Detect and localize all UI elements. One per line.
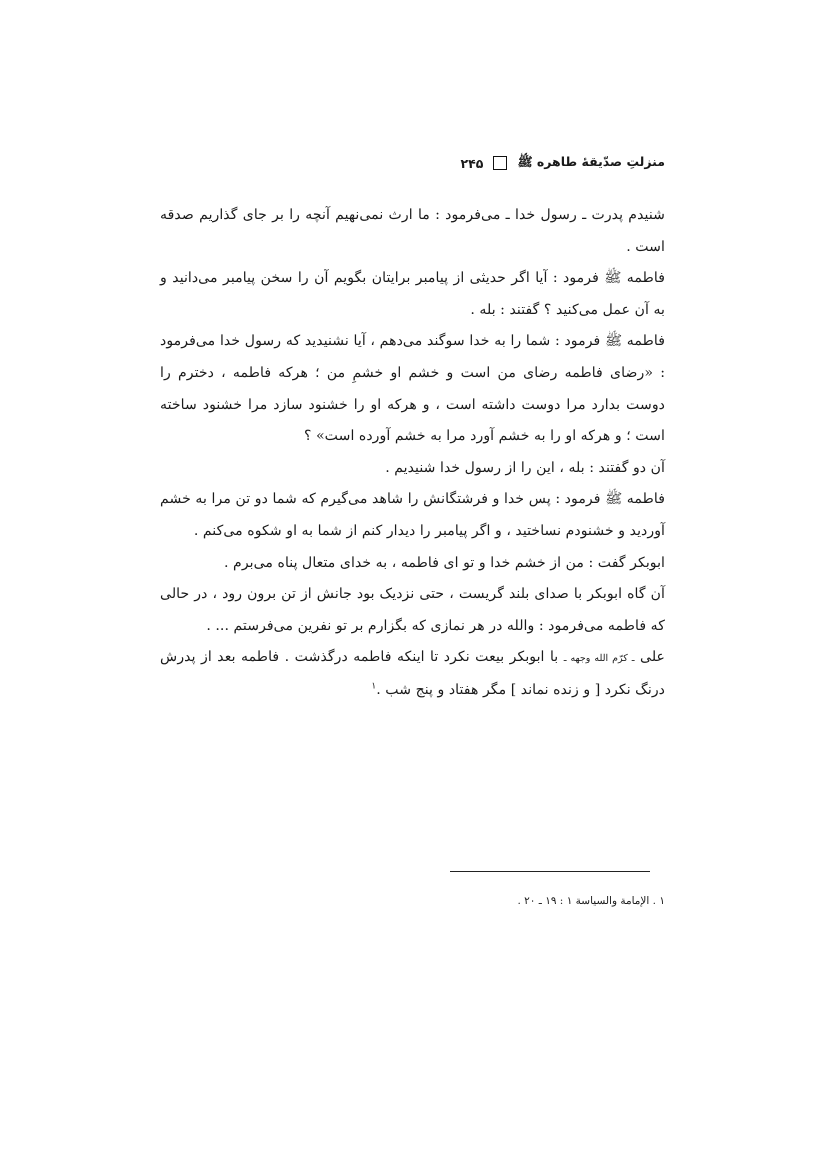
paragraph: آن گاه ابوبکر با صدای بلند گریست ، حتی نزدیک بود جانش از تن برون رود ، در حالی که فاطمه می‌فرمود : والله در هر نمازی که بگزارم بر تو نفرین می‌فرستم ... . (160, 586, 665, 634)
square-ornament-icon (493, 156, 507, 170)
paragraph: ابوبکر گفت : من از خشم خدا و تو ای فاطمه ، به خدای متعال پناه می‌برم . (224, 554, 665, 571)
footnote-reference[interactable]: ١ (371, 681, 377, 692)
running-header (160, 152, 665, 174)
paragraph: آن دو گفتند : بله ، این را از رسول خدا شنیدیم . (385, 459, 665, 476)
paragraph: فاطمه ﷺ فرمود : شما را به خدا سوگند می‌دهم ، آیا نشنیدید که رسول خدا می‌فرمود : «رضای فاطمه رضای من است و خشم او خشمِ من ؛ هرکه فاطمه ، دخترم را دوست بدارد مرا دوست داشته است ، و هرکه او را خشنود سازد مرا خشنود ساخته است ؛ و هرکه او را به خشم آورد مرا به خشم آورده است» ؟ (160, 333, 665, 445)
paragraph: فاطمه ﷺ فرمود : آیا اگر حدیثی از پیامبر برایتان بگویم آن را سخن پیامبر می‌دانید و به آن عمل می‌کنید ؟ گفتند : بله . (160, 270, 665, 318)
paragraph: شنیدم پدرت ـ رسول خدا ـ می‌فرمود : ما ارث نمی‌نهیم آنچه را بر جای گذاریم صدقه است . (160, 207, 665, 255)
honorific: ـ کرّم الله وجهه ـ (563, 653, 635, 665)
page-number: ۲۴۵ (460, 155, 484, 171)
paragraph-rest: با ابوبکر بیعت نکرد تا اینکه فاطمه درگذشت . فاطمه بعد از پدرش درنگ نکرد [ و زنده نماند ] مگر هفتاد و پنج شب . (160, 649, 665, 698)
paragraph-last (160, 642, 665, 706)
footnote: ١ . الإمامة والسياسة ١ : ١٩ ـ ٢٠ . (517, 895, 665, 907)
paragraph-start: علی (640, 649, 665, 666)
main-text (160, 200, 665, 707)
footnote-separator (450, 871, 650, 872)
header-title: منزلتِ صدّيقهٔ طاهره ﷺ (517, 153, 665, 169)
paragraph: فاطمه ﷺ فرمود : پس خدا و فرشتگانش را شاهد می‌گیرم که شما دو تن مرا به خشم آوردید و خشنودم نساختید ، و اگر پیامبر را دیدار کنم از شما به او شکوه می‌کنم . (160, 491, 665, 539)
